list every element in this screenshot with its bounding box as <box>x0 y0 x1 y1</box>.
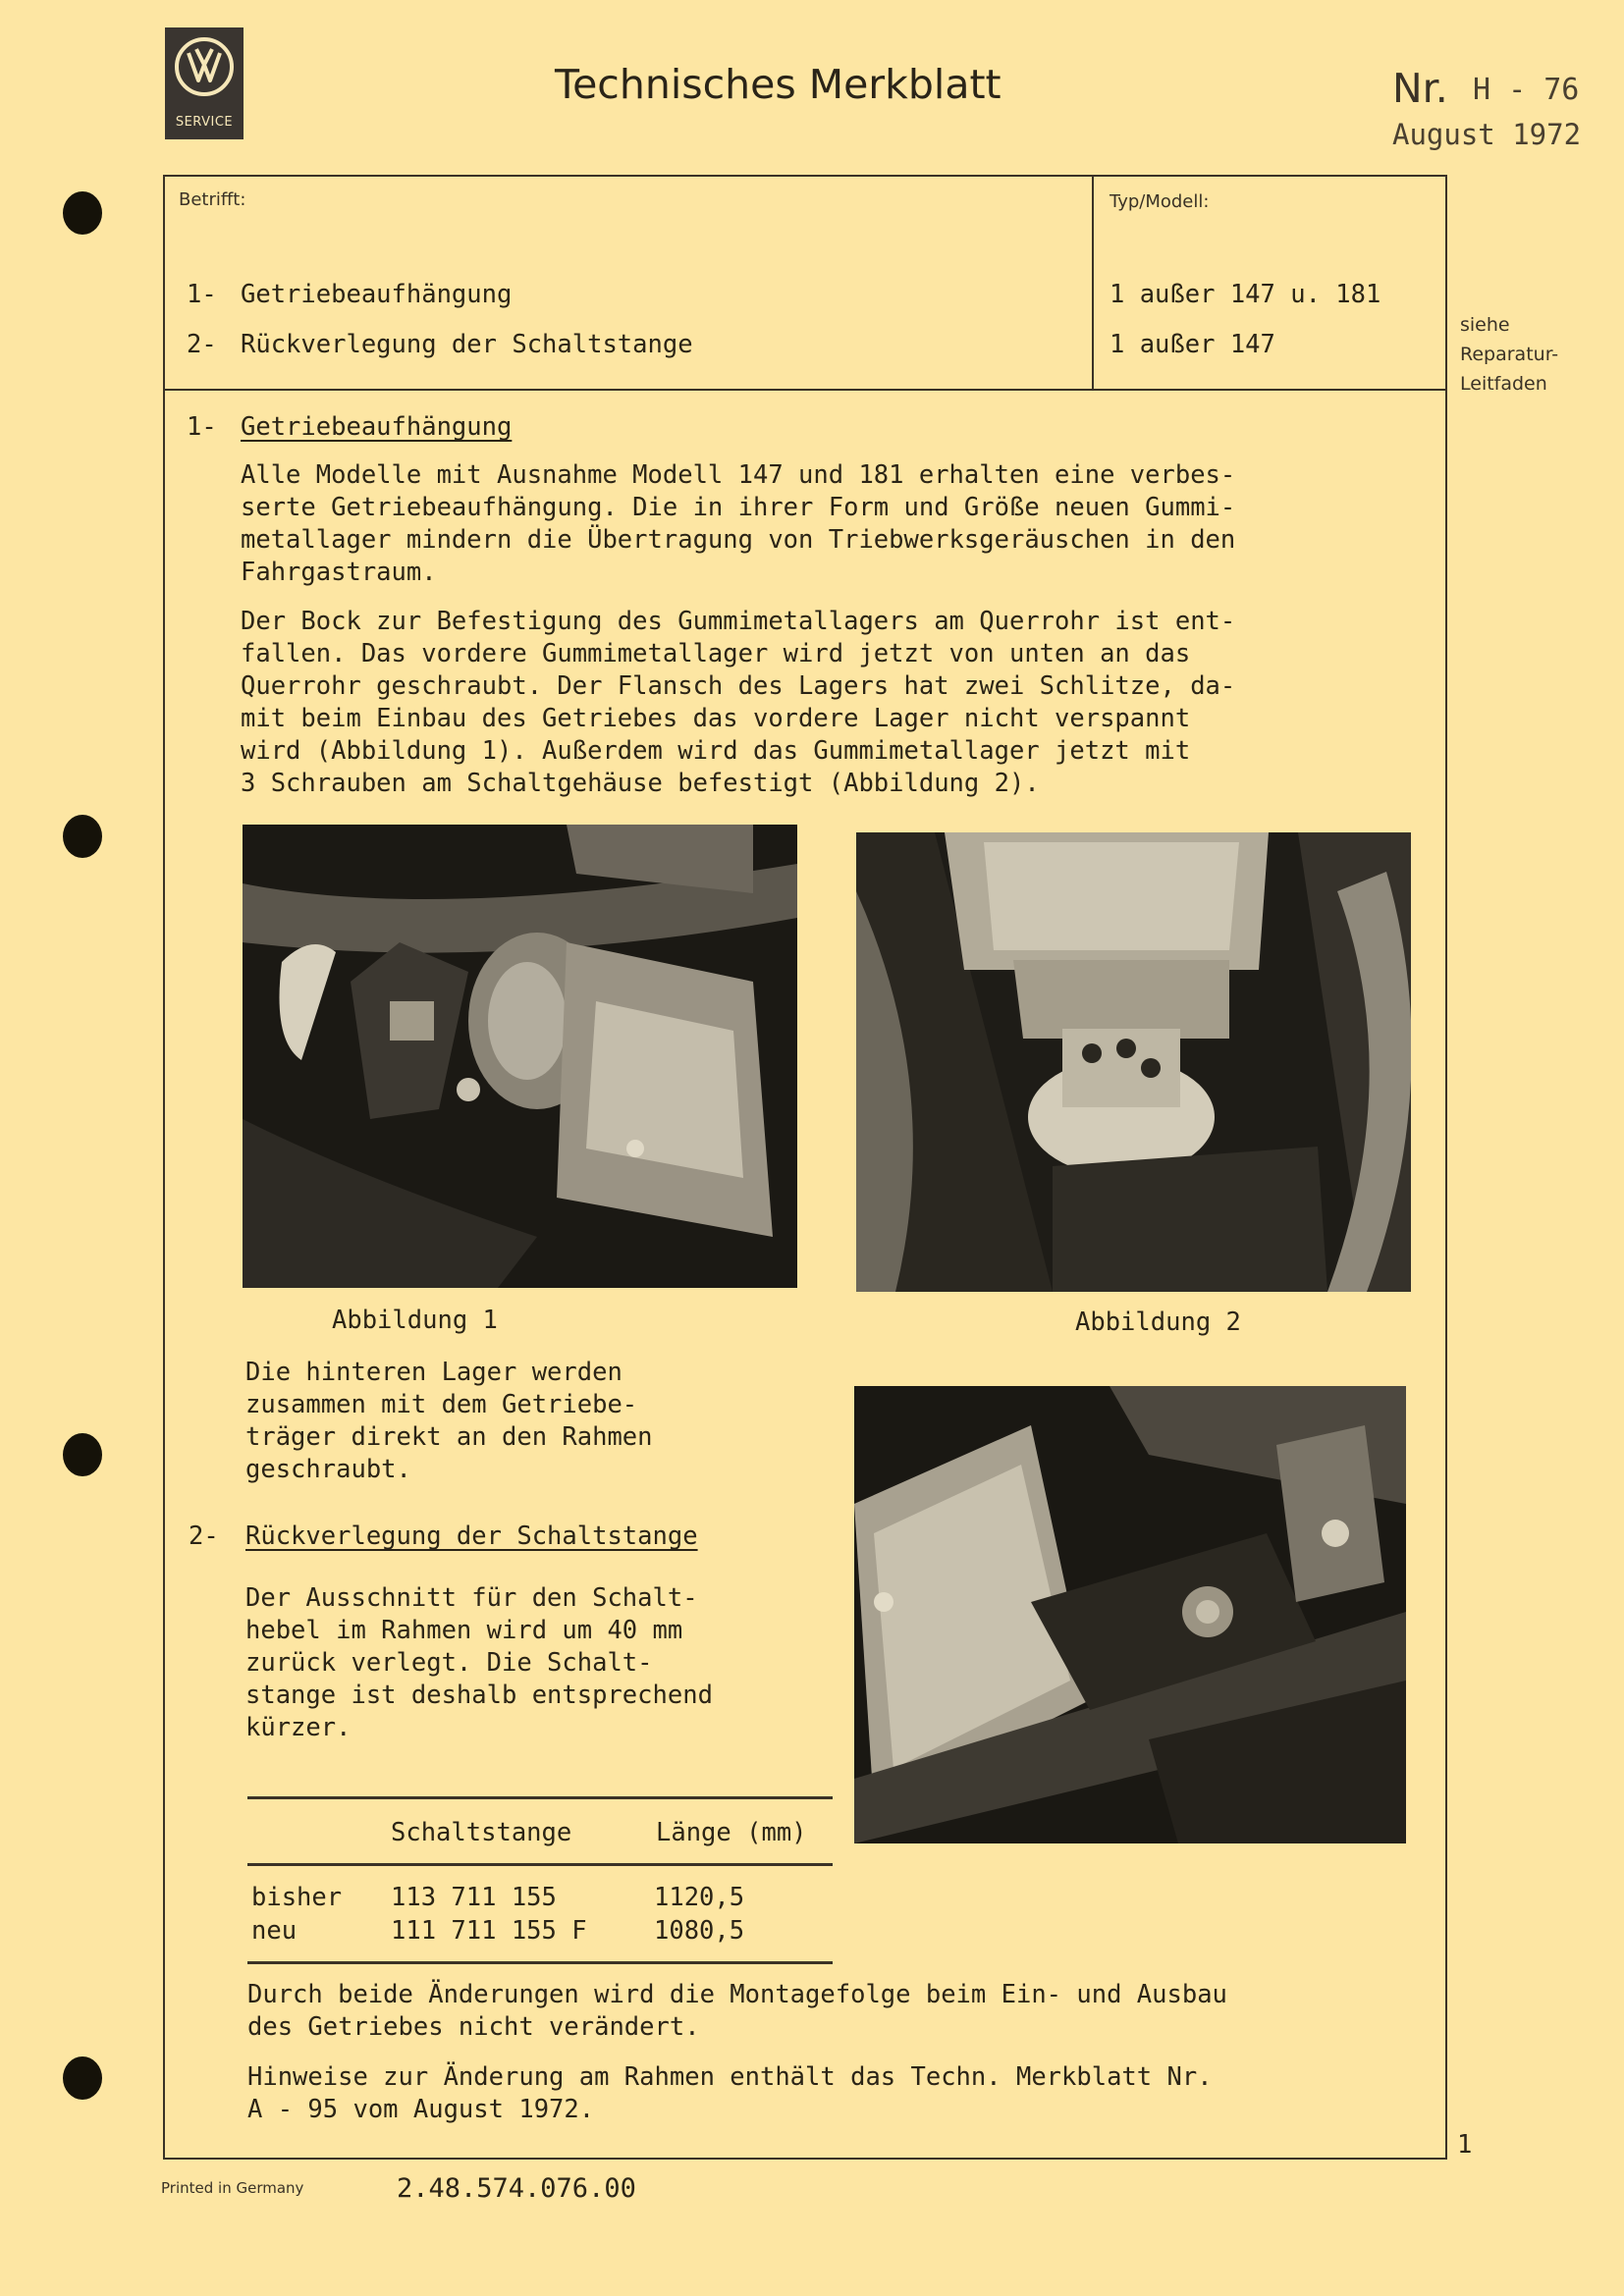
section1-paragraph-2: Der Bock zur Befestigung des Gummimetallagers am Querrohr ist ent- fallen. Das vordere Gummimetallager wird jetzt von unten an das Querrohr geschraubt. Der Flansch des Lagers hat zwei Schlitze, da- mit beim Einbau des Getriebes das vordere Lager nicht verspannt wird (Abbildung 1). Außerdem wird das Gummimetallager jetzt mit 3 Schrauben am Schaltgehäuse befestigt (Abbildung 2). <box>241 607 1236 798</box>
closing-paragraph-2: Hinweise zur Änderung am Rahmen enthält das Techn. Merkblatt Nr. A - 95 vom August 1972. <box>247 2062 1213 2124</box>
figure-1-photo <box>243 825 797 1288</box>
side-note <box>1460 310 1558 399</box>
document-number: 2.48.574.076.00 <box>397 2173 636 2204</box>
meta-row-model: 1 außer 147 <box>1110 330 1275 359</box>
section-heading: Getriebeaufhängung <box>241 412 513 442</box>
table-cell-label: neu <box>251 1916 298 1946</box>
closing-paragraph-1: Durch beide Änderungen wird die Montagefolge beim Ein- und Ausbau des Getriebes nicht verändert. <box>247 1980 1227 2042</box>
table-cell-part: 113 711 155 <box>391 1883 557 1912</box>
punch-hole <box>63 1433 102 1476</box>
figure-1-caption: Abbildung 1 <box>332 1306 498 1335</box>
meta-row-subject: Rückverlegung der Schaltstange <box>241 330 693 359</box>
side-note-line: siehe <box>1460 314 1510 336</box>
table-cell-length: 1120,5 <box>654 1883 745 1912</box>
page-number: 1 <box>1457 2130 1473 2160</box>
printed-in-germany: Printed in Germany <box>161 2179 304 2197</box>
section1-paragraph-1: Alle Modelle mit Ausnahme Modell 147 und 181 erhalten eine verbes- serte Getriebeaufhängung. Die in ihrer Form und Größe neuen Gummi- metallager mindern die Übertragung von Triebwerksgeräuschen in den Fahrgastraum. <box>241 460 1236 587</box>
service-label: SERVICE <box>175 115 234 130</box>
section-number: 1- <box>187 412 217 442</box>
punch-hole <box>63 2056 102 2100</box>
figure-3-photo <box>854 1386 1406 1843</box>
betrifft-label: Betrifft: <box>179 189 246 210</box>
meta-column-divider <box>1092 175 1094 389</box>
table-rule <box>247 1863 833 1866</box>
meta-row-num: 2- <box>187 330 217 359</box>
table-header-part: Schaltstange <box>391 1818 572 1847</box>
vw-service-logo <box>165 27 244 139</box>
meta-row-num: 1- <box>187 280 217 309</box>
side-note-line: Leitfaden <box>1460 373 1547 395</box>
section-number: 2- <box>189 1522 219 1551</box>
table-cell-part: 111 711 155 F <box>391 1916 587 1946</box>
meta-divider <box>163 389 1447 391</box>
vw-logo-icon <box>173 35 236 98</box>
table-header-length: Länge (mm) <box>656 1818 807 1847</box>
section2-paragraph-1: Der Ausschnitt für den Schalt- hebel im Rahmen wird um 40 mm zurück verlegt. Die Schalt- stange ist deshalb entsprechend kürzer. <box>245 1583 713 1742</box>
document-title: Technisches Merkblatt <box>555 61 1001 108</box>
punch-hole <box>63 815 102 858</box>
nr-value: H - 76 <box>1473 73 1580 107</box>
section-heading: Rückverlegung der Schaltstange <box>245 1522 698 1551</box>
nr-label: Nr. <box>1392 65 1448 112</box>
punch-hole <box>63 191 102 235</box>
section1-paragraph-3: Die hinteren Lager werden zusammen mit dem Getriebe- träger direkt an den Rahmen geschraubt. <box>245 1358 653 1484</box>
figure-2-photo <box>856 832 1411 1292</box>
table-cell-length: 1080,5 <box>654 1916 745 1946</box>
document-date: August 1972 <box>1392 118 1582 151</box>
side-note-line: Reparatur- <box>1460 344 1559 365</box>
table-rule <box>247 1796 833 1799</box>
meta-row-model: 1 außer 147 u. 181 <box>1110 280 1381 309</box>
meta-row-subject: Getriebeaufhängung <box>241 280 513 309</box>
figure-2-caption: Abbildung 2 <box>1075 1308 1241 1337</box>
table-cell-label: bisher <box>251 1883 343 1912</box>
typ-modell-label: Typ/Modell: <box>1110 191 1210 212</box>
table-rule <box>247 1961 833 1964</box>
